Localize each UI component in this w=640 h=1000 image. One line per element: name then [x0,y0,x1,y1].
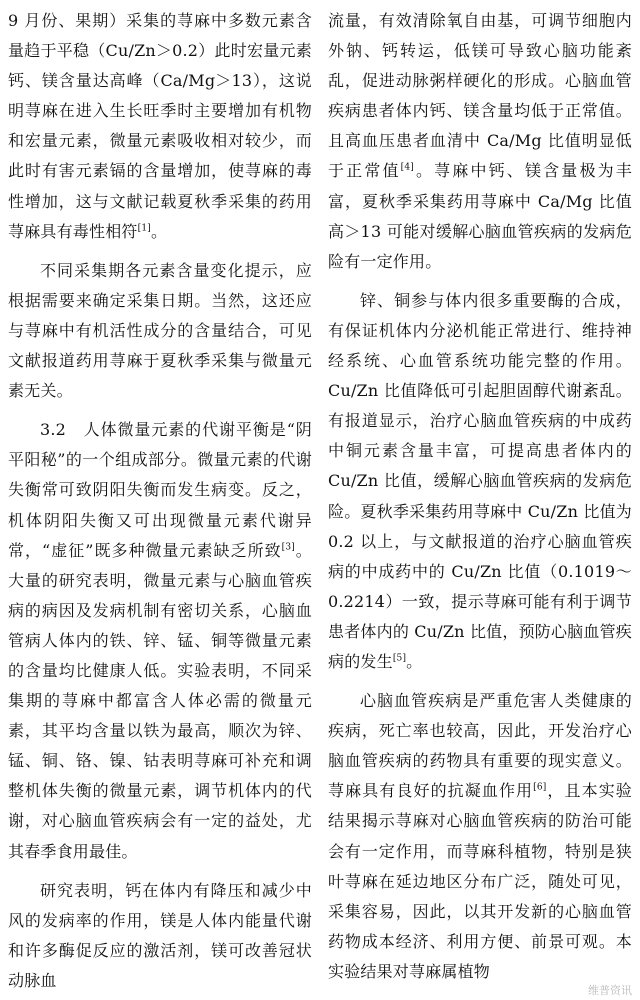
citation-ref[interactable]: [3] [281,542,295,553]
paragraph-text: 心脑血管疾病是严重危害人类健康的疾病，死亡率也较高，因此，开发治疗心脑血管疾病的药物具有重要的现实意义。荨麻具有良好的抗凝血作用 [328,691,632,801]
paragraph-text: 。大量的研究表明，微量元素与心脑血管疾病的病因及发病机制有密切关系，心脑血管病人体内的铁、锌、锰、铜等微量元素的含量均比健康人低。实验表明，不同采集期的荨麻中都富含人体必需的微量元素，其平均含量以铁为最高，顺次为锌、锰、铜、铬、镍、钴表明荨麻可补充和调整机体失衡的微量元素，调节机体内的代谢，对心脑血管疾病会有一定的益处，尤其春季食用最佳。 [8,540,312,861]
watermark: 维普资讯 [588,984,632,997]
paragraph-harvest-elements [8,6,312,247]
paragraph-text: 锌、铜参与体内很多重要酶的合成，有保证机体内分泌机能正常进行、维持神经系统、心血管系统功能完整的作用。Cu/Zn 比值降低可引起胆固醇代谢紊乱。有报道显示，治疗心脑血管疾病的中成药中铜元素含量丰富，可提高患者体内的 Cu/Zn 比值，缓解心脑血管疾病的发病危险。夏秋季采集药用荨麻中 Cu/Zn 比值为 0.2 以上，与文献报道的治疗心脑血管疾病的中成药中的 Cu/Zn 比值（0.1019～0.2214）一致，提示荨麻可能有利于调节患者体内的 Cu/Zn 比值，预防心脑血管疾病的发生 [328,290,632,671]
paragraph-calcium-magnesium [8,876,312,996]
paragraph-text: 流量，有效清除氧自由基，可调节细胞内外钠、钙转运，低镁可导致心脑功能紊乱，促进动脉粥样硬化的形成。心脑血管疾病患者体内钙、镁含量均低于正常值。且高血压患者血清中 Ca/Mg 比值明显低于正常值 [328,11,632,181]
citation-ref[interactable]: [6] [533,783,547,794]
citation-ref[interactable]: [5] [392,653,407,664]
paragraph-collection-date [8,256,312,406]
paragraph-text-end: 。 [406,651,423,671]
paragraph-text: 9 月份、果期）采集的荨麻中多数元素含量趋于平稳（Cu/Zn＞0.2）此时宏量元素钙、镁含量达高峰（Ca/Mg＞13），这说明荨麻在进入生长旺季时主要增加有机物和宏量元素，微量元素吸收相对较少，而此时有害元素镉的含量增加，使荨麻的毒性增加，这与文献记载夏秋季采集的药用荨麻具有毒性相符 [8,11,312,241]
citation-ref[interactable]: [1] [137,223,151,234]
paragraph-text: 。荨麻中钙、镁含量极为丰富，夏秋季采集药用荨麻中 Ca/Mg 比值高＞13 可能对缓解心脑血管疾病的发病危险有一定作用。 [328,161,632,271]
right-column [328,6,632,1000]
citation-ref[interactable]: [4] [400,163,415,174]
paragraph-text-end: 。 [150,221,168,241]
left-column [8,6,312,1000]
paragraph-text: 不同采集期各元素含量变化提示，应根据需要来确定采集日期。当然，这还应与荨麻中有机活性成分的含量结合，可见文献报道药用荨麻于夏秋季采集与微量元素无关。 [8,260,312,401]
paragraph-text: 研究表明，钙在体内有降压和减少中风的发病率的作用，镁是人体内能量代谢和许多酶促反应的激活剂，镁可改善冠状动脉血 [8,880,312,990]
paragraph-mg-continuation [328,6,632,277]
paragraph-text: ，且本实验结果揭示荨麻对心脑血管疾病的防治可能会有一定作用，而荨麻科植物，特别是狭叶荨麻在延边地区分布广泛，随处可见，采集容易，因此，以其开发新的心脑血管药物成本经济、利用方便、前景可观。本实验结果对荨麻属植物 [328,781,632,981]
paragraph-section-3-2 [8,415,312,866]
paragraph-text: 3.2 人体微量元素的代谢平衡是“阴平阳秘”的一个组成部分。微量元素的代谢失衡常可致阴阳失衡而发生病变。反之，机体阴阳失衡又可出现微量元素代谢异常，“虚征”既多种微量元素缺乏所致 [8,420,312,560]
paragraph-cardiovascular [328,686,632,987]
paragraph-zinc-copper [328,286,632,677]
